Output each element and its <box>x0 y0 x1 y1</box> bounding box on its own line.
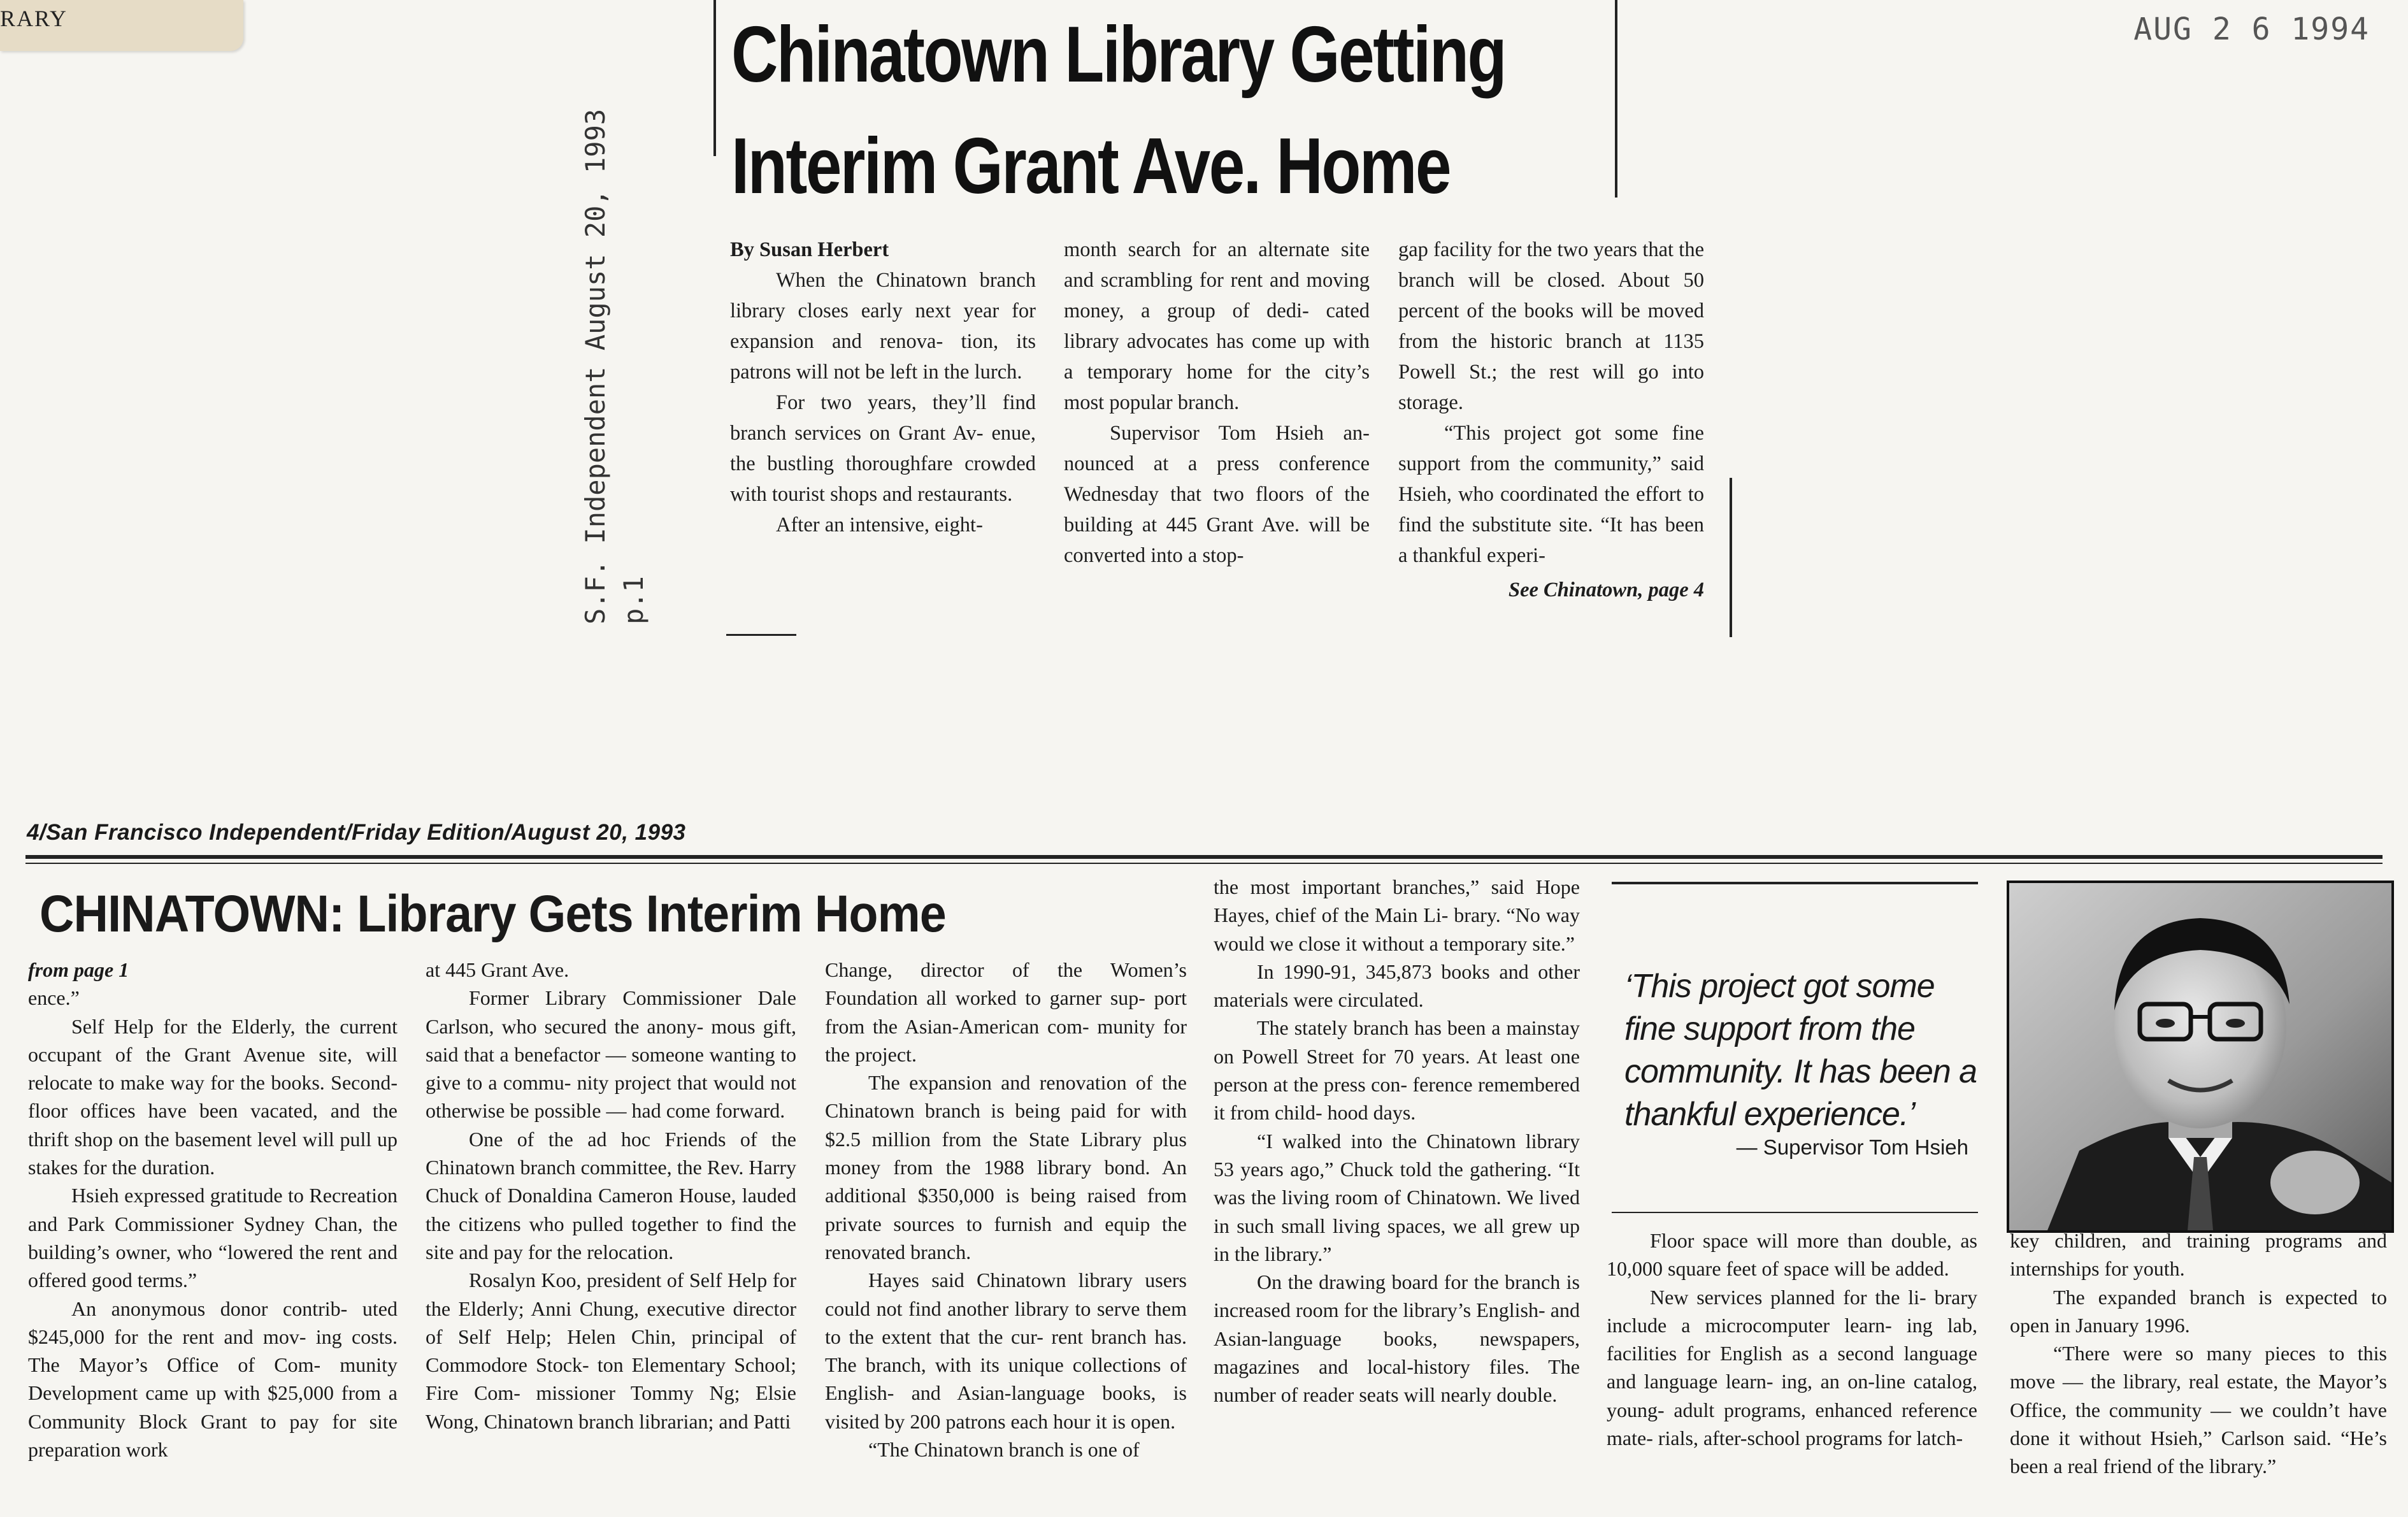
bottom-article-column-5 <box>1607 1226 1977 1452</box>
bottom-headline: CHINATOWN: Library Gets Interim Home <box>39 885 946 943</box>
paragraph: gap facility for the two years that the branch will be closed. About 50 percent of the books will be moved from the historic branch at 1135 Powell St.; the rest will go into storage. <box>1398 238 1704 414</box>
paragraph: key children, and training programs and internships for youth. <box>2010 1229 2387 1281</box>
column-rule <box>713 0 716 156</box>
paragraph: The stately branch has been a mainstay on Powell Street for 70 years. At least one person at the press con- ference remembered it from child- hood days. <box>1214 1016 1580 1125</box>
folio-line: 4/San Francisco Independent/Friday Edition/August 20, 1993 <box>27 820 686 845</box>
pull-quote-attribution: — Supervisor Tom Hsieh <box>1736 1135 1968 1159</box>
paragraph: Self Help for the Elderly, the current occupant of the Grant Avenue site, will relocate to make way for the books. Second-floor offices have been vacated, and the thrift shop on the basement level will pull up stakes for the duration. <box>28 1014 398 1179</box>
folio-rule-thin <box>25 863 2383 864</box>
paragraph: After an intensive, eight- <box>776 514 983 536</box>
paragraph: Change, director of the Women’s Foundation all worked to garner sup- port from the Asian-American com- munity for the project. <box>825 958 1187 1066</box>
citation-line-2: p.1 <box>618 576 649 624</box>
paragraph: the most important branches,” said Hope Hayes, chief of the Main Li- brary. “No way would we close it without a temporary site.” <box>1214 875 1580 955</box>
top-article-column-3 <box>1398 234 1704 605</box>
paragraph: “The Chinatown branch is one of <box>868 1438 1140 1462</box>
top-headline-line-1: Chinatown Library Getting <box>731 11 1506 99</box>
paragraph: Hsieh expressed gratitude to Recreation and Park Commissioner Sydney Chan, the building’s owner, who “lowered the rent and offered good terms.” <box>28 1184 398 1292</box>
pull-quote: ‘This project got some fine support from the community. It has been a thankful experience.’ <box>1624 968 1977 1133</box>
paragraph: “I walked into the Chinatown library 53 years ago,” Chuck told the gathering. “It was the living room of Chinatown. We lived in such small living spaces, we all grew up in the library.” <box>1214 1129 1580 1265</box>
citation <box>577 19 691 624</box>
paragraph: New services planned for the li- brary include a microcomputer learn- ing lab, facilities for English as a second language and language learn- ing, an on-line catalog, young- adult programs, enhanced reference mate- rials, after-school programs for latch- <box>1607 1285 1977 1450</box>
paragraph: Rosalyn Koo, president of Self Help for the Elderly; Anni Chung, executive director of Self Help; Helen Chin, principal of Commodore Stock- ton Elementary School; Fire Com- missioner Tommy Ng; Elsie Wong, Chinatown branch librarian; and Patti <box>426 1269 796 1433</box>
byline: By Susan Herbert <box>730 238 889 261</box>
pull-quote-rule-top <box>1612 882 1978 884</box>
column-rule <box>1615 0 1617 198</box>
portrait-photo <box>2007 881 2394 1233</box>
paragraph: An anonymous donor contrib- uted $245,000 for the rent and mov- ing costs. The Mayor’s Office of Com- munity Development came up with $25,000 from a Community Block Grant to pay for site preparation work <box>28 1297 398 1462</box>
bottom-article-column-2 <box>426 956 796 1435</box>
paragraph: Floor space will more than double, as 10,000 square feet of space will be added. <box>1607 1229 1977 1281</box>
jump-line: See Chinatown, page 4 <box>1509 579 1704 601</box>
paragraph: When the Chinatown branch library closes early next year for expansion and renova- tion, its patrons will not be left in the lurch. <box>730 269 1036 384</box>
date-stamp: AUG 2 6 1994 <box>2133 11 2370 47</box>
paragraph: In 1990-91, 345,873 books and other materials were circulated. <box>1214 960 1580 1012</box>
paragraph: Former Library Commissioner Dale Carlson, who secured the anony- mous gift, said that a benefactor — someone wanting to give to a commu- nity project that would not otherwise be possible — had come forward. <box>426 986 796 1123</box>
paragraph: month search for an alternate site and scrambling for rent and moving money, a group of dedi- cated library advocates has come up with a temporary home for the city’s most popular branch. <box>1064 238 1370 414</box>
top-article-column-1 <box>730 234 1036 540</box>
paragraph: The expansion and renovation of the Chinatown branch is being paid for with $2.5 million from the State Library plus money from the 1988 library bond. An additional $350,000 is being raised from private sources to furnish and equip the renovated branch. <box>825 1071 1187 1263</box>
bottom-article-column-1 <box>28 956 398 1463</box>
paragraph: Supervisor Tom Hsieh an- nounced at a press conference Wednesday that two floors of the building at 445 Grant Ave. will be converted into a stop- <box>1064 422 1370 567</box>
folio-rule <box>25 855 2383 859</box>
column-rule <box>1730 478 1732 637</box>
folder-tab-label: RARY <box>0 6 68 31</box>
paragraph: One of the ad hoc Friends of the Chinatown branch committee, the Rev. Harry Chuck of Donaldina Cameron House, lauded the citizens who pulled together to find the site and pay for the relocation. <box>426 1127 796 1263</box>
paragraph: at 445 Grant Ave. <box>426 958 570 981</box>
paragraph: On the drawing board for the branch is increased room for the library’s English- and Asian-language books, newspapers, magazines and local-history files. The number of reader seats will nearly double. <box>1214 1270 1580 1407</box>
top-article-column-2 <box>1064 234 1370 571</box>
citation-line-1: S.F. Independent August 20, 1993 <box>580 108 611 624</box>
paragraph: “This project got some fine support from the community,” said Hsieh, who coordinated the effort to find the substitute site. “It has been a thankful experi- <box>1398 422 1704 567</box>
from-page-label: from page 1 <box>28 958 129 981</box>
paragraph: Hayes said Chinatown library users could not find another library to serve them to the extent that the cur- rent branch has. The branch, with its unique collections of English- and Asian-language books, is visited by 200 patrons each hour it is open. <box>825 1269 1187 1433</box>
bottom-article-column-3 <box>825 956 1187 1463</box>
paragraph: ence.” <box>28 986 80 1010</box>
bottom-article-column-4 <box>1214 873 1580 1409</box>
folder-tab <box>0 0 243 51</box>
paragraph: “There were so many pieces to this move — the library, real estate, the Mayor’s Office, the community — we couldn’t have done it without Hsieh,” Carlson said. “He’s been a real friend of the library.” <box>2010 1342 2387 1478</box>
paragraph: The expanded branch is expected to open in January 1996. <box>2010 1285 2387 1337</box>
portrait-image <box>2009 883 2391 1230</box>
paragraph: For two years, they’ll find branch services on Grant Av- enue, the bustling thoroughfare crowded with tourist shops and restaurants. <box>730 391 1036 506</box>
column-rule <box>726 634 796 636</box>
pull-quote-rule-bottom <box>1612 1212 1978 1213</box>
top-headline-line-2: Interim Grant Ave. Home <box>731 122 1451 210</box>
bottom-article-column-6 <box>2010 1226 2387 1481</box>
